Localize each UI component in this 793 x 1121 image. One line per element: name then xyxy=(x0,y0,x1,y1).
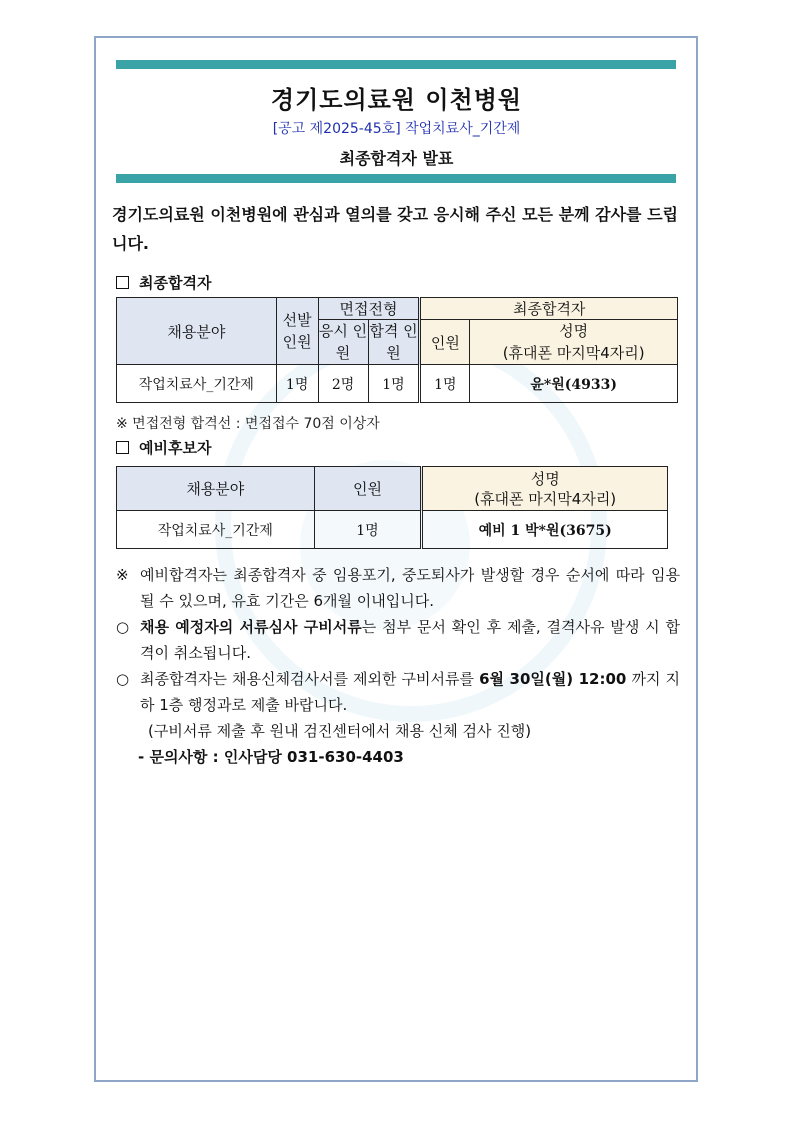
section-reserve-title: 예비후보자 xyxy=(139,439,212,457)
page-title: 경기도의료원 이천병원 xyxy=(270,86,523,114)
section-final-title: 최종합격자 xyxy=(139,274,212,292)
section-final-heading xyxy=(116,272,211,293)
header-final: 최종합격자 xyxy=(420,298,678,320)
note-deadline-date: 6월 30일(월) 12:00 xyxy=(479,670,627,688)
square-bullet-icon xyxy=(116,441,129,454)
square-bullet-icon xyxy=(116,276,129,289)
note-deadline-text xyxy=(140,666,680,718)
reserve-header-field: 채용분야 xyxy=(117,467,315,511)
reserve-cell-count: 1명 xyxy=(314,511,422,549)
cell-name: 윤*원(4933) xyxy=(470,365,678,403)
section-reserve-heading xyxy=(116,437,211,458)
cell-apply: 2명 xyxy=(318,365,368,403)
reserve-header-count: 인원 xyxy=(314,467,422,511)
header-interview: 면접전형 xyxy=(318,298,420,320)
cell-pass: 1명 xyxy=(368,365,420,403)
note-deadline-sub: (구비서류 제출 후 원내 검진센터에서 채용 신체 검사 진행) xyxy=(148,722,532,740)
header-apply: 응시 인원 xyxy=(318,320,368,365)
header-name-main: 성명 xyxy=(559,322,589,340)
header-select: 선발 인원 xyxy=(276,298,318,365)
note-documents-text xyxy=(140,614,680,666)
note-documents-rest: 는 첨부 문서 확인 후 제출, 결격사유 발생 시 합격이 취소됩니다. xyxy=(140,618,680,662)
bottom-rule xyxy=(116,174,676,183)
reserve-table xyxy=(116,466,668,549)
final-table xyxy=(116,297,678,403)
reserve-header-name xyxy=(422,467,668,511)
reserve-cell-name: 예비 1 박*원(3675) xyxy=(422,511,668,549)
header-field: 채용분야 xyxy=(117,298,277,365)
circle-bullet-icon: ○ xyxy=(116,670,130,688)
cell-field: 작업치료사_기간제 xyxy=(117,365,277,403)
cell-count: 1명 xyxy=(420,365,470,403)
note-reserve-text: 예비합격자는 최종합격자 중 임용포기, 중도퇴사가 발생할 경우 순서에 따라 임용될 수 있으며, 유효 기간은 6개월 이내입니다. xyxy=(140,566,680,610)
circle-bullet-icon: ○ xyxy=(116,618,130,636)
notice-number: [공고 제2025-45호] 작업치료사_기간제 xyxy=(272,121,521,137)
contact-info: - 문의사항 : 인사담당 031-630-4403 xyxy=(138,748,404,766)
intro-text: 경기도의료원 이천병원에 관심과 열의를 갖고 응시해 주신 모든 분께 감사를 드립니다. xyxy=(112,205,678,253)
note-documents xyxy=(116,614,680,666)
note-deadline xyxy=(116,666,680,744)
note-reserve-validity xyxy=(116,562,680,614)
reserve-header-name-sub: (휴대폰 마지막4자리) xyxy=(474,489,617,508)
header-name xyxy=(470,320,678,365)
reserve-cell-field: 작업치료사_기간제 xyxy=(117,511,315,549)
note-deadline-a: 최종합격자는 채용신체검사서를 제외한 구비서류를 xyxy=(140,670,480,688)
header-count: 인원 xyxy=(420,320,470,365)
note-deadline-b: 까지 지하 1층 행정과로 제출 바랍니다. xyxy=(140,670,680,714)
interview-cutoff-note: ※ 면접전형 합격선 : 면접접수 70점 이상자 xyxy=(116,416,380,432)
top-rule xyxy=(116,60,676,69)
note-documents-bold: 채용 예정자의 서류심사 구비서류 xyxy=(140,618,362,636)
page-subtitle: 최종합격자 발표 xyxy=(339,149,454,168)
header-name-sub: (휴대폰 마지막4자리) xyxy=(502,344,645,362)
reserve-header-name-main: 성명 xyxy=(530,469,560,488)
header-pass: 합격 인원 xyxy=(368,320,420,365)
reference-mark-icon: ※ xyxy=(116,566,129,584)
cell-select: 1명 xyxy=(276,365,318,403)
